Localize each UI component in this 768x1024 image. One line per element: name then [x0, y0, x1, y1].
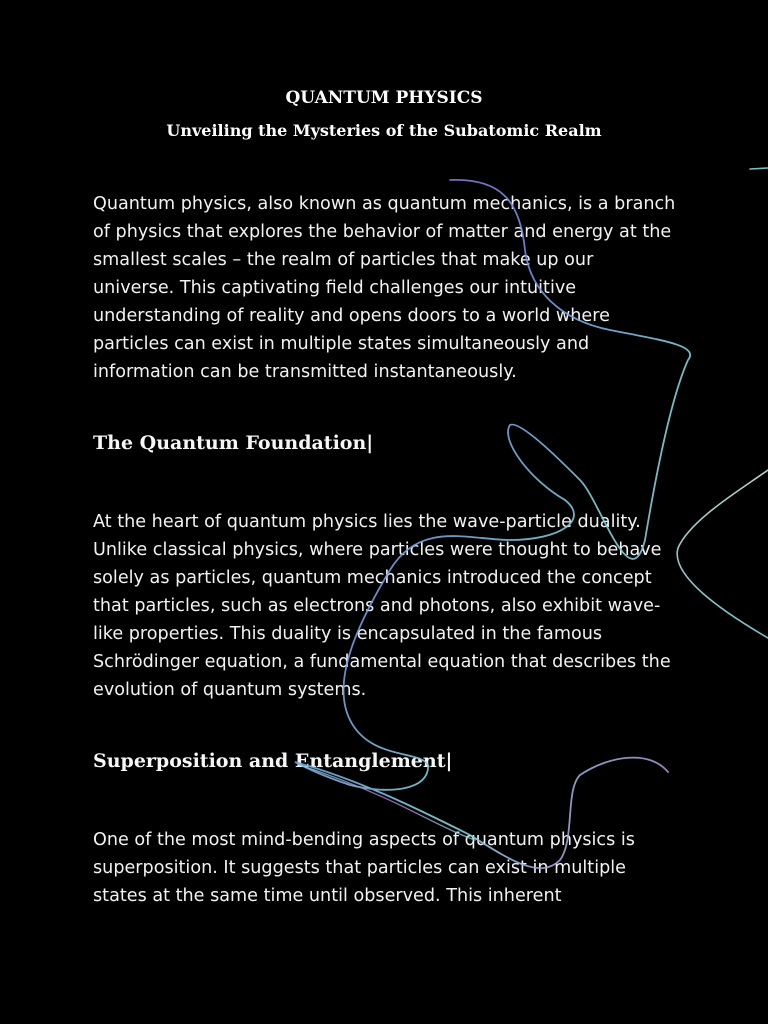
curve-top-stub [750, 168, 768, 169]
superposition-paragraph: One of the most mind-bending aspects of quantum physics is superposition. It suggests that particles can exist in multiple states at the same time until observed. This inherent [93, 830, 635, 906]
intro-paragraph: Quantum physics, also known as quantum mechanics, is a branch of physics that explores the behavior of matter and energy at the smallest scales – the realm of particles that make up our universe. This captivating field challenges our intuitive understanding of reality and opens doors to a world where particles can exist in multiple states simultaneously and information can be transmitted instantaneously. [93, 194, 676, 382]
section-heading-foundation: The Quantum Foundation| [93, 432, 374, 454]
foundation-paragraph: At the heart of quantum physics lies the wave-particle duality. Unlike classical physics, where particles were thought to behave solely as particles, quantum mechanics introduced the concept that particles, such as electrons and photons, also exhibit wave-like properties. This duality is encapsulated in the famous Schrödinger equation, a fundamental equation that describes the evolution of quantum systems. [93, 512, 671, 700]
document-subtitle: Unveiling the Mysteries of the Subatomic Realm [166, 121, 602, 140]
curve-right [677, 470, 768, 638]
document-title: QUANTUM PHYSICS [285, 88, 483, 108]
section-heading-superposition: Superposition and Entanglement| [93, 750, 453, 772]
